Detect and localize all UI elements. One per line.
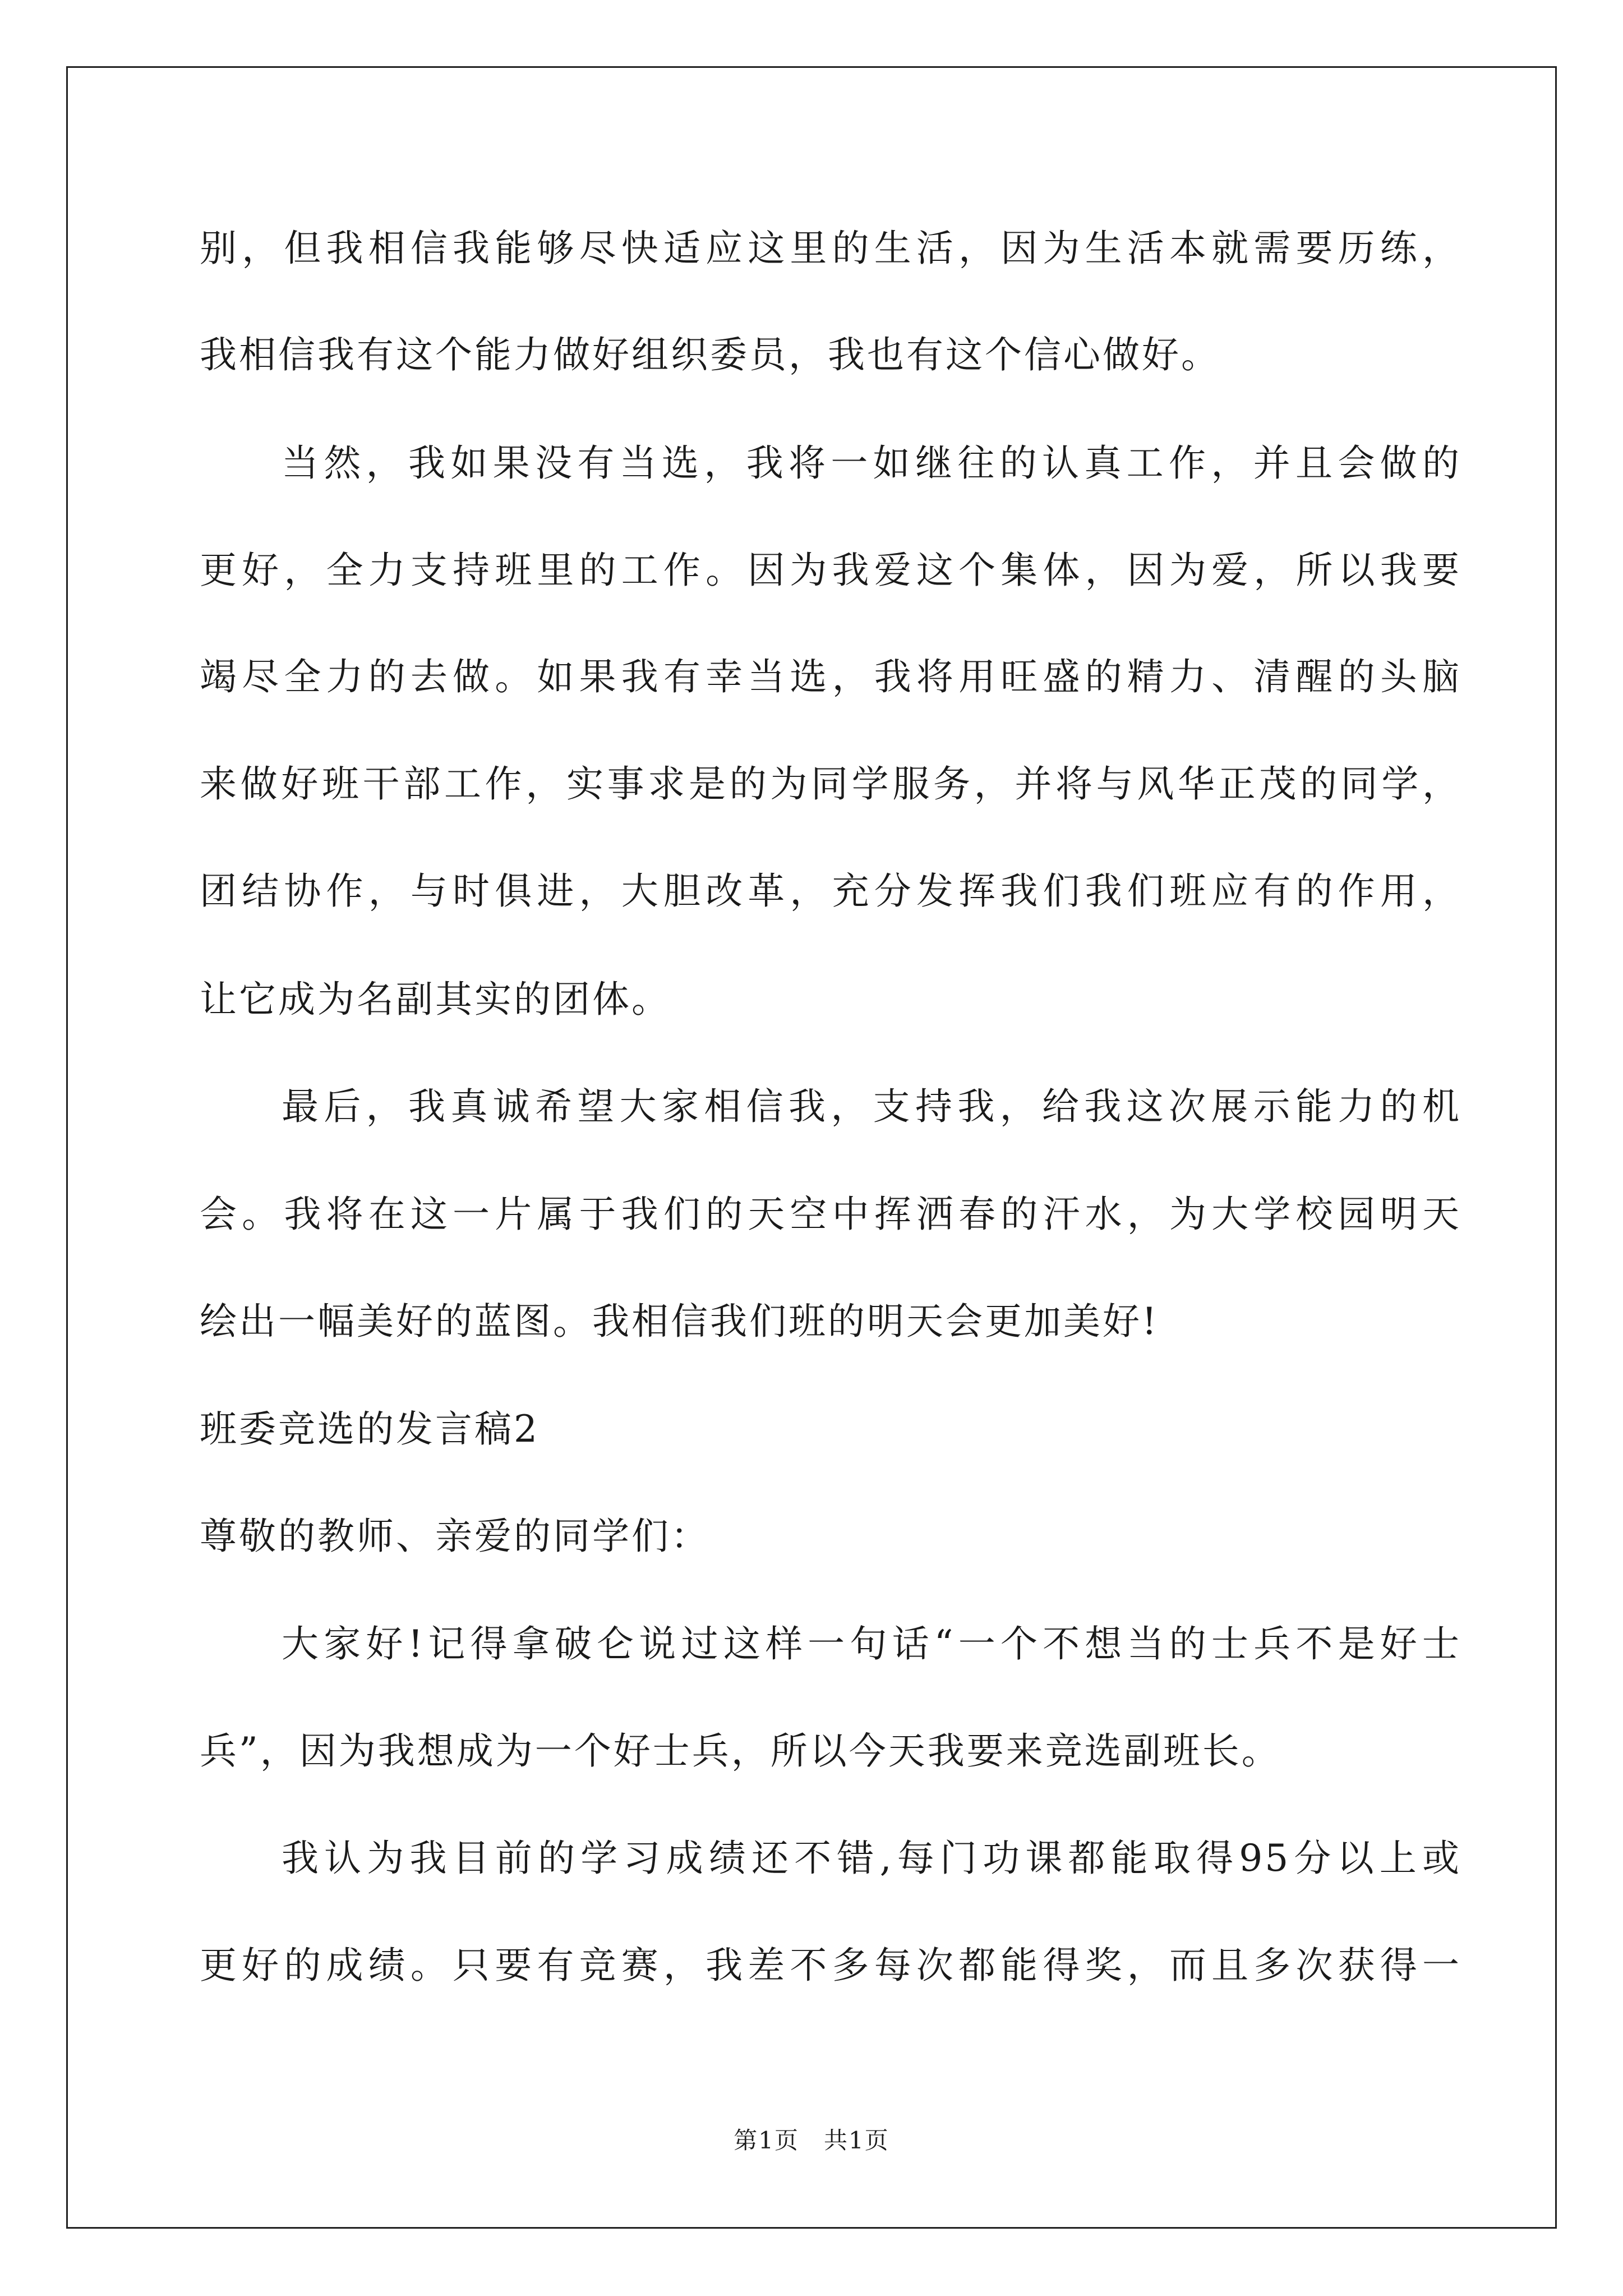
paragraph-line: 我相信我有这个能力做好组织委员，我也有这个信心做好。 [200, 333, 1220, 376]
paragraph-line: 更好的成绩。只要有竞赛，我差不多每次都能得奖，而且多次获得一 [200, 1944, 1461, 1987]
paragraph-line: 兵”，因为我想成为一个好士兵，所以今天我要来竞选副班长。 [200, 1729, 1281, 1773]
paragraph-line: 会。我将在这一片属于我们的天空中挥洒春的汗水，为大学校园明天 [200, 1193, 1461, 1236]
paragraph-line: 绘出一幅美好的蓝图。我相信我们班的明天会更加美好! [200, 1300, 1159, 1343]
page-footer: 第1页 共1页 [734, 2127, 889, 2154]
paragraph-line: 来做好班干部工作，实事求是的为同学服务，并将与风华正茂的同学， [200, 762, 1461, 806]
paragraph-line: 大家好!记得拿破仑说过这样一句话“一个不想当的士兵不是好士 [282, 1622, 1461, 1665]
paragraph-line: 让它成为名副其实的团体。 [200, 978, 671, 1021]
paragraph-line: 团结协作，与时俱进，大胆改革，充分发挥我们我们班应有的作用， [200, 869, 1461, 913]
paragraph-line: 更好，全力支持班里的工作。因为我爱这个集体，因为爱，所以我要 [200, 549, 1461, 592]
section-heading: 班委竞选的发言稿2 [200, 1407, 540, 1451]
page-border [66, 66, 1557, 2229]
paragraph-line: 别，但我相信我能够尽快适应这里的生活，因为生活本就需要历练， [200, 227, 1461, 270]
paragraph-line: 竭尽全力的去做。如果我有幸当选，我将用旺盛的精力、清醒的头脑 [200, 655, 1461, 698]
salutation: 尊敬的教师、亲爱的同学们： [200, 1515, 710, 1558]
paragraph-line: 当然，我如果没有当选，我将一如继往的认真工作，并且会做的 [282, 441, 1461, 485]
paragraph-line: 最后，我真诚希望大家相信我，支持我，给我这次展示能力的机 [282, 1085, 1461, 1128]
paragraph-line: 我认为我目前的学习成绩还不错,每门功课都能取得95分以上或 [282, 1837, 1461, 1880]
